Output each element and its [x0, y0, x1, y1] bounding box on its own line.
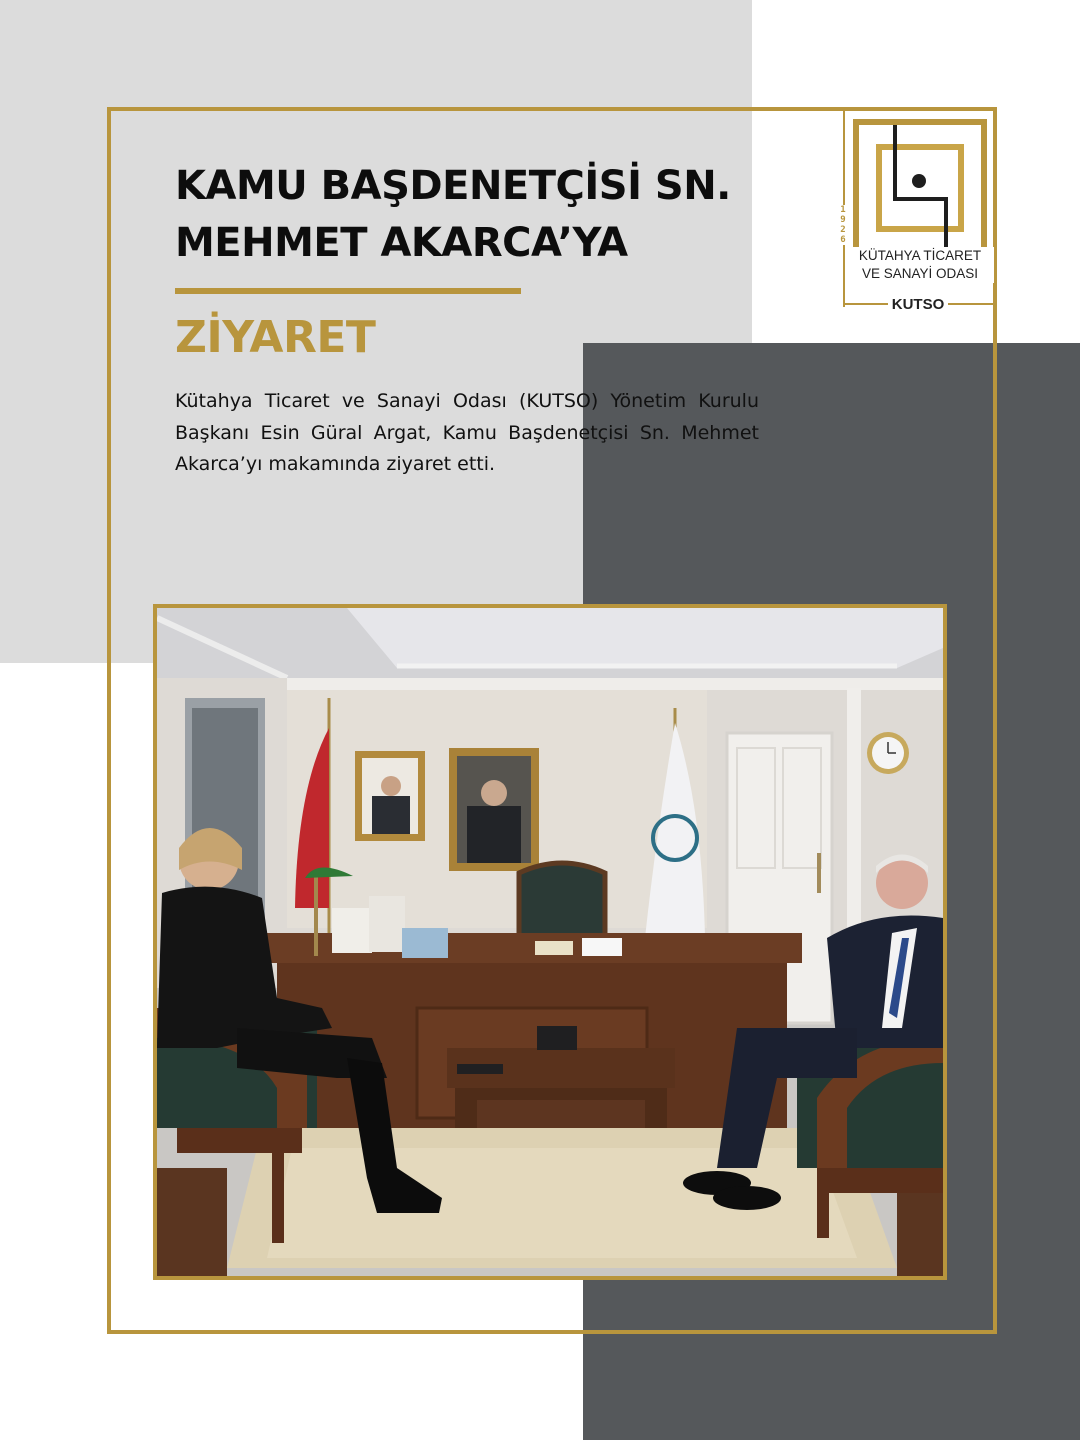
- office-scene-illustration: [157, 608, 943, 1276]
- title-line-2: MEHMET AKARCA’YA: [175, 220, 628, 266]
- body-paragraph: Kütahya Ticaret ve Sanayi Odası (KUTSO) Yönetim Kurulu Başkanı Esin Güral Argat, Kamu Başdenetçisi Sn. Mehmet Akarca’yı makamında ziyaret etti.: [175, 390, 759, 475]
- logo-year: 1 9 2 6: [838, 205, 848, 245]
- logo-mark-icon: [851, 117, 991, 252]
- meeting-photo: [153, 604, 947, 1280]
- title-divider: [175, 288, 521, 294]
- subtitle: ZİYARET: [175, 312, 376, 363]
- logo-name: KÜTAHYA TİCARET VE SANAYİ ODASI: [846, 247, 994, 283]
- page-title: [175, 158, 755, 272]
- title-line-1: KAMU BAŞDENETÇİSİ SN.: [175, 163, 731, 209]
- kutso-logo: [838, 107, 998, 322]
- logo-abbreviation: KUTSO: [838, 294, 998, 313]
